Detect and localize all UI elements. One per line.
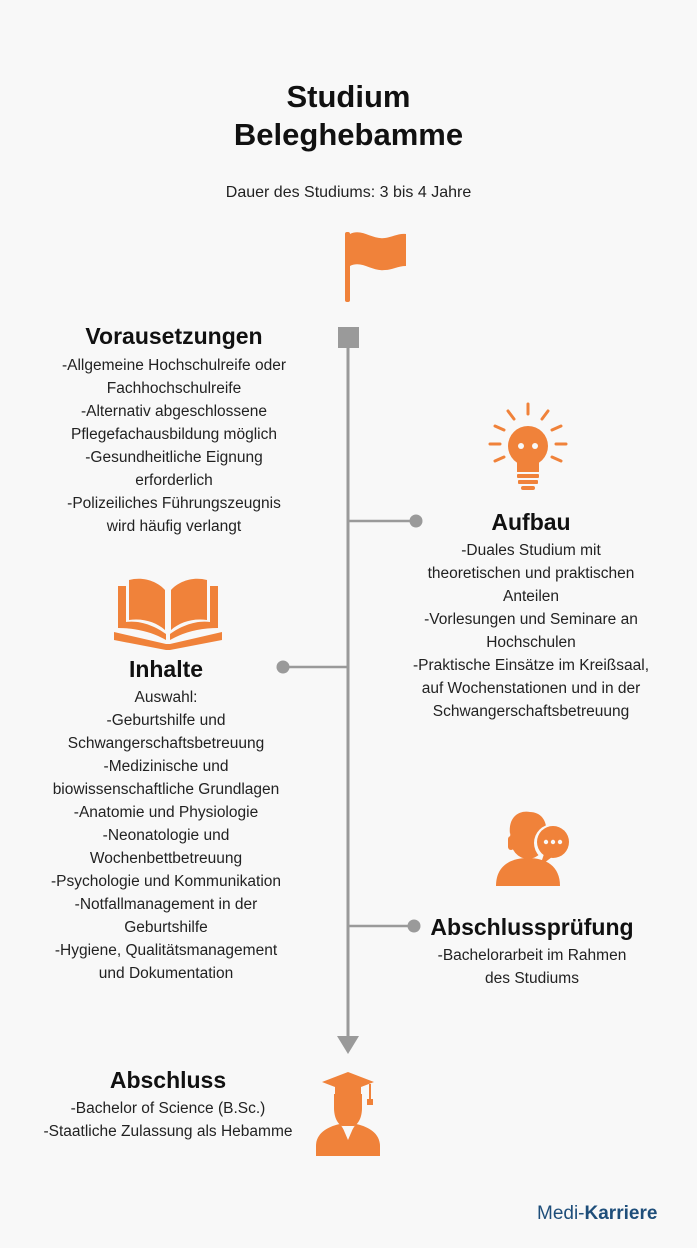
text-aufbau	[386, 539, 676, 723]
line: -Anatomie und Physiologie	[73, 804, 259, 821]
line: -Duales Studium mit	[461, 542, 601, 559]
flag-icon	[345, 232, 406, 302]
heading-inhalte: Inhalte	[128, 656, 204, 682]
line: Schwangerschaftsbetreuung	[432, 703, 630, 720]
timeline-start-square	[338, 327, 359, 348]
graduate-icon	[316, 1072, 380, 1156]
line: -Praktische Einsätze im Kreißsaal,	[412, 657, 650, 674]
section-aufbau	[386, 508, 676, 723]
line: und Dokumentation	[98, 965, 234, 982]
line: -Vorlesungen und Seminare an	[424, 611, 638, 628]
title-line-1: Studium	[286, 79, 411, 114]
line: -Medizinische und	[103, 758, 229, 775]
timeline-arrowhead	[337, 1036, 359, 1054]
line: Fachhochschulreife	[106, 380, 242, 397]
line: biowissenschaftliche Grundlagen	[52, 781, 280, 798]
heading-voraussetzungen: Vorausetzungen	[85, 323, 263, 349]
section-abschlusspruefung	[412, 913, 652, 990]
line: Hochschulen	[486, 634, 576, 651]
line: -Allgemeine Hochschulreife oder	[61, 357, 286, 374]
text-voraussetzungen	[34, 354, 314, 538]
line: auf Wochenstationen und in der	[421, 680, 641, 697]
duration-text: Dauer des Studiums: 3 bis 4 Jahre	[225, 184, 472, 201]
line: -Geburtshilfe und	[106, 712, 226, 729]
line: -Bachelor of Science (B.Sc.)	[70, 1100, 266, 1117]
line: Anteilen	[502, 588, 559, 605]
lightbulb-icon	[490, 404, 566, 490]
line: Pflegefachausbildung möglich	[71, 426, 277, 443]
line: des Studiums	[485, 970, 579, 987]
line: -Alternativ abgeschlossene	[80, 403, 268, 420]
line: -Gesundheitliche Eignung	[85, 449, 263, 466]
text-inhalte	[26, 686, 306, 985]
line: Schwangerschaftsbetreuung	[67, 735, 265, 752]
line: -Hygiene, Qualitätsmanagement	[54, 942, 278, 959]
line: -Neonatologie und	[102, 827, 230, 844]
book-icon	[114, 579, 222, 650]
heading-abschluss: Abschluss	[109, 1067, 227, 1093]
line: erforderlich	[135, 472, 213, 489]
text-abschluss	[26, 1097, 310, 1143]
person-speech-icon	[496, 812, 572, 886]
heading-abschlusspruefung: Abschlussprüfung	[430, 914, 634, 940]
line: theoretischen und praktischen	[427, 565, 635, 582]
section-voraussetzungen	[34, 322, 314, 538]
line: wird häufig verlangt	[106, 518, 242, 535]
line: Auswahl:	[134, 689, 198, 706]
logo-part-1: Medi-	[537, 1203, 585, 1224]
line: -Psychologie und Kommunikation	[50, 873, 282, 890]
section-abschluss	[26, 1066, 310, 1143]
text-abschlusspruefung	[412, 944, 652, 990]
line: Geburtshilfe	[124, 919, 208, 936]
line: -Polizeiliches Führungszeugnis	[67, 495, 281, 512]
title-line-2: Beleghebamme	[233, 117, 464, 152]
line: -Staatliche Zulassung als Hebamme	[43, 1123, 293, 1140]
line: -Notfallmanagement in der	[74, 896, 258, 913]
line: Wochenbettbetreuung	[89, 850, 243, 867]
line: -Bachelorarbeit im Rahmen	[437, 947, 627, 964]
heading-aufbau: Aufbau	[491, 509, 571, 535]
medi-karriere-logo	[537, 1203, 657, 1225]
section-inhalte	[26, 655, 306, 985]
logo-part-2: Karriere	[584, 1203, 658, 1224]
